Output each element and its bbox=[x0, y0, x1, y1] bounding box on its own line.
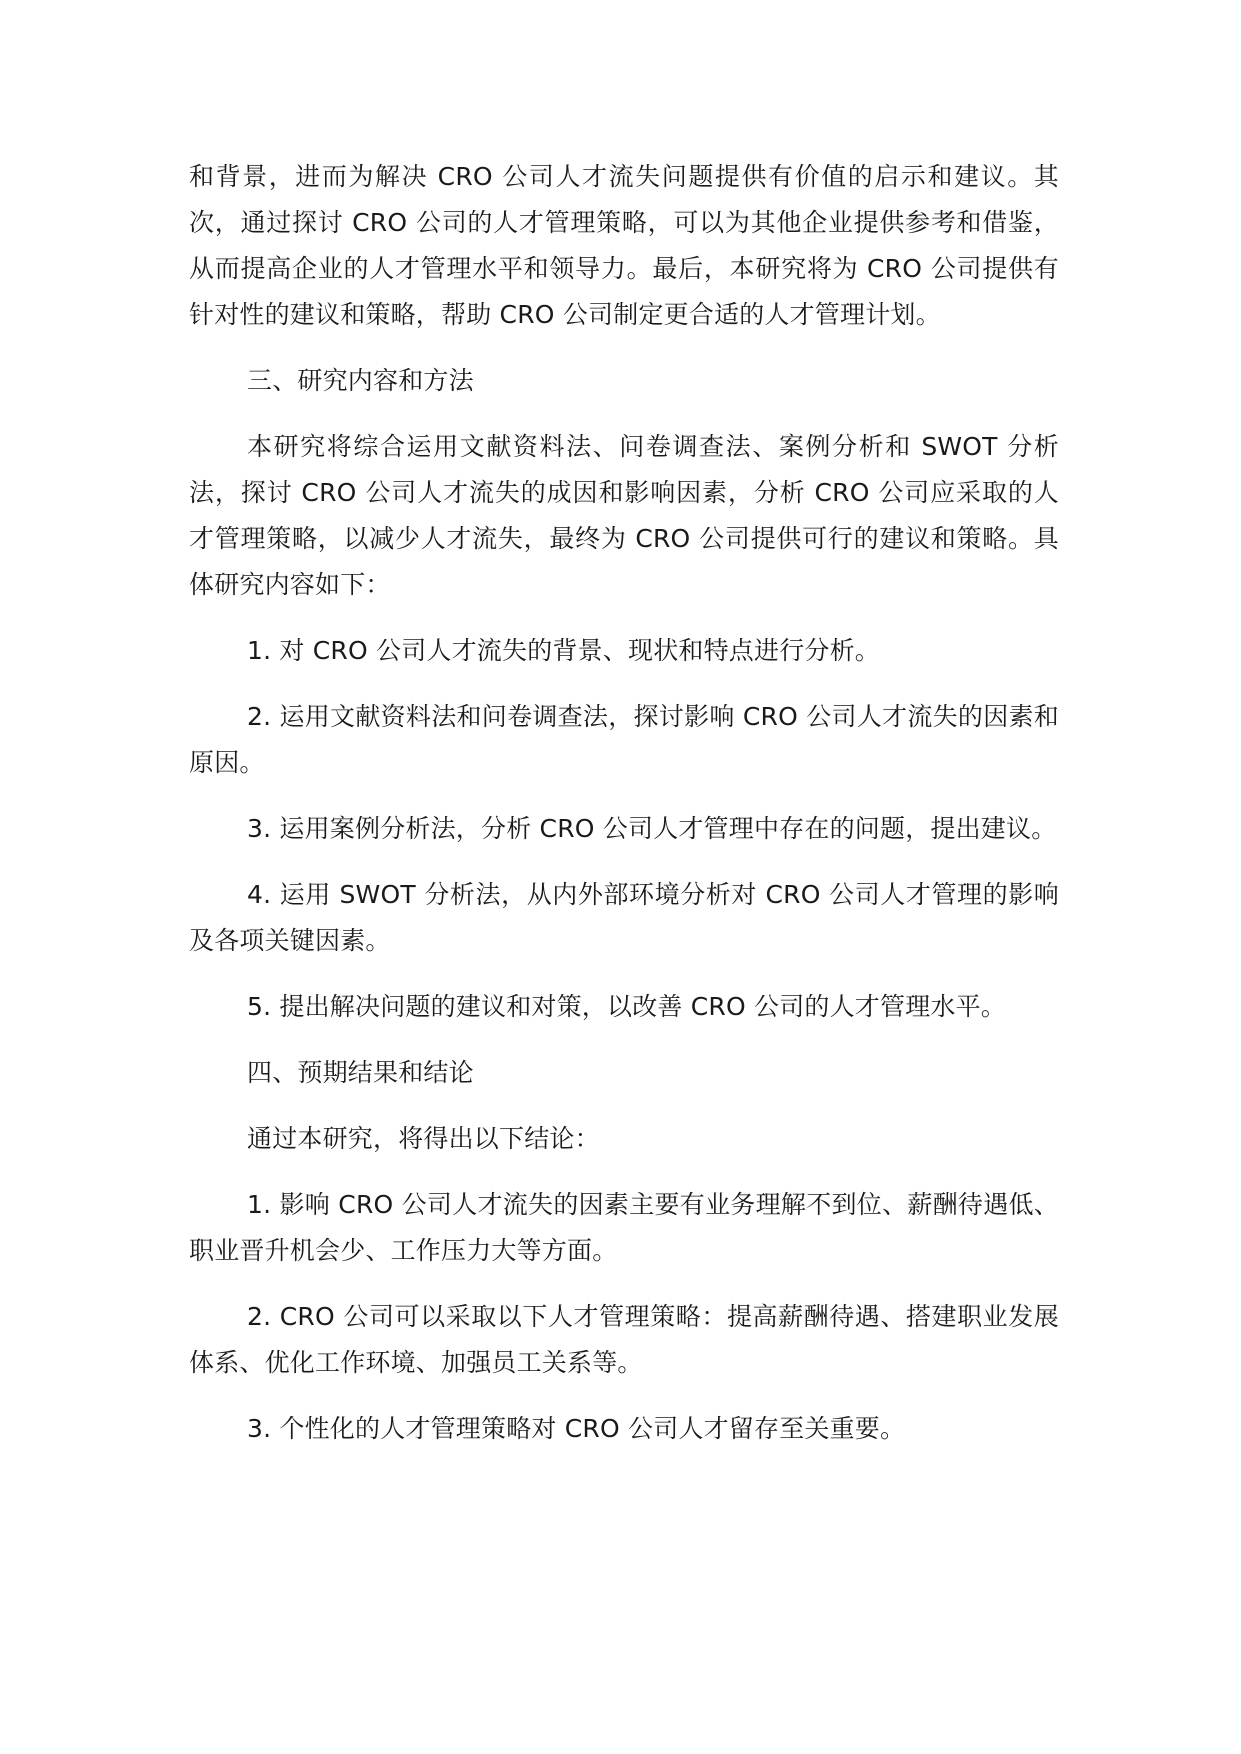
paragraph-conclusion-intro: 通过本研究，将得出以下结论： bbox=[247, 1124, 600, 1153]
list-item-4: 4. 运用 SWOT 分析法，从内外部环境分析对 CRO 公司人才管理的影响及各项关键因素。 bbox=[189, 880, 1059, 955]
list-item-1: 1. 对 CRO 公司人才流失的背景、现状和特点进行分析。 bbox=[247, 636, 880, 665]
section-heading-3: 三、研究内容和方法 bbox=[247, 366, 474, 395]
list-item-5: 5. 提出解决问题的建议和对策，以改善 CRO 公司的人才管理水平。 bbox=[247, 992, 1006, 1021]
document-body bbox=[189, 154, 1059, 1452]
paragraph-continuation: 和背景，进而为解决 CRO 公司人才流失问题提供有价值的启示和建议。其次，通过探讨 CRO 公司的人才管理策略，可以为其他企业提供参考和借鉴，从而提高企业的人才管理水平和领导力。最后，本研究将为 CRO 公司提供有针对性的建议和策略，帮助 CRO 公司制定更合适的人才管理计划。 bbox=[189, 162, 1059, 329]
conclusion-item-1: 1. 影响 CRO 公司人才流失的因素主要有业务理解不到位、薪酬待遇低、职业晋升机会少、工作压力大等方面。 bbox=[189, 1190, 1059, 1265]
conclusion-item-3: 3. 个性化的人才管理策略对 CRO 公司人才留存至关重要。 bbox=[247, 1414, 906, 1443]
list-item-3: 3. 运用案例分析法，分析 CRO 公司人才管理中存在的问题，提出建议。 bbox=[247, 814, 1057, 843]
paragraph-methods: 本研究将综合运用文献资料法、问卷调查法、案例分析和 SWOT 分析法，探讨 CRO 公司人才流失的成因和影响因素，分析 CRO 公司应采取的人才管理策略，以减少人才流失，最终为 CRO 公司提供可行的建议和策略。具体研究内容如下： bbox=[189, 432, 1059, 599]
conclusion-item-2: 2. CRO 公司可以采取以下人才管理策略：提高薪酬待遇、搭建职业发展体系、优化工作环境、加强员工关系等。 bbox=[189, 1302, 1059, 1377]
section-heading-4: 四、预期结果和结论 bbox=[247, 1058, 474, 1087]
list-item-2: 2. 运用文献资料法和问卷调查法，探讨影响 CRO 公司人才流失的因素和原因。 bbox=[189, 702, 1059, 777]
